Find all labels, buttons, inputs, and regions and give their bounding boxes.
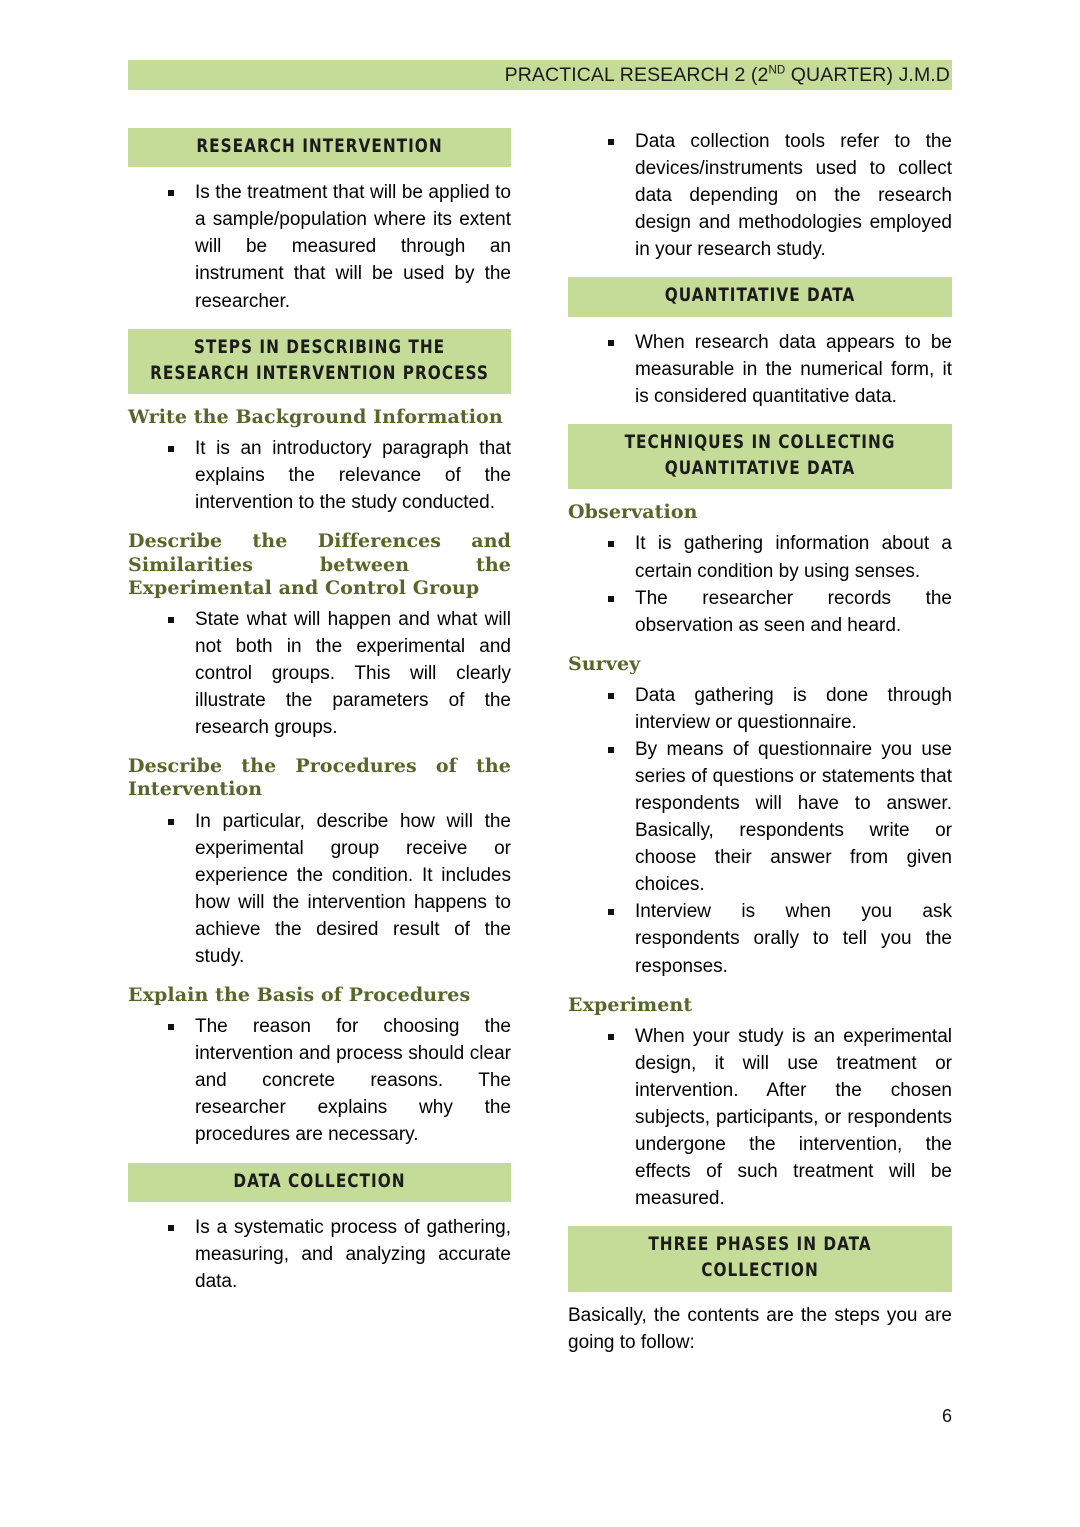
- banner-data-collection: [128, 1163, 511, 1202]
- list-item: [128, 435, 511, 516]
- square-bullet-icon: [608, 340, 614, 346]
- list-item-text: By means of questionnaire you use series of questions or statements that respondents will have to answer. Basically, respondents write or choose their answer from given choices.: [635, 739, 952, 896]
- list-item: [128, 1013, 511, 1148]
- header-title-suffix: QUARTER) J.M.D: [785, 63, 950, 86]
- list-item-text: Interview is when you ask respondents orally to tell you the responses.: [635, 901, 952, 977]
- list-item-text: It is an introductory paragraph that explains the relevance of the intervention to the study conducted.: [195, 438, 511, 514]
- list-item: [128, 179, 511, 314]
- list-describe-procedures: [128, 808, 511, 970]
- square-bullet-icon: [608, 693, 614, 699]
- subheading-survey: Survey: [568, 652, 641, 675]
- paragraph-three-phases-intro: Basically, the contents are the steps you are going to follow:: [568, 1304, 952, 1353]
- square-bullet-icon: [608, 596, 614, 602]
- banner-research-intervention-label: RESEARCH INTERVENTION: [143, 128, 495, 167]
- list-explain-basis: [128, 1013, 511, 1148]
- banner-techniques-collecting-label: TECHNIQUES IN COLLECTING QUANTITATIVE DATA: [583, 424, 936, 490]
- list-write-background: [128, 435, 511, 516]
- list-item: [128, 1214, 511, 1295]
- list-item-text: The researcher records the observation as seen and heard.: [635, 587, 952, 636]
- list-item: [568, 682, 952, 736]
- list-item-text: Data collection tools refer to the devices/instruments used to collect data depending on the research design and methodologies employed in your research study.: [635, 131, 952, 261]
- list-item-text: The reason for choosing the intervention and process should clear and concrete reasons. The researcher explains why the procedures are necessary.: [195, 1016, 511, 1146]
- left-column: [128, 128, 511, 1309]
- list-item: [568, 530, 952, 584]
- page-header-banner: [128, 60, 952, 90]
- banner-research-intervention: [128, 128, 511, 167]
- page-header-title: [505, 64, 952, 87]
- list-item-text: In particular, describe how will the experimental group receive or experience the condition. It includes how will the intervention happens to achieve the desired result of the study.: [195, 810, 511, 967]
- list-item: [128, 808, 511, 970]
- square-bullet-icon: [608, 909, 614, 915]
- square-bullet-icon: [168, 819, 174, 825]
- list-item-text: Is a systematic process of gathering, measuring, and analyzing accurate data.: [195, 1216, 511, 1292]
- list-item-text: When research data appears to be measurable in the numerical form, it is considered quantitative data.: [635, 331, 952, 407]
- square-bullet-icon: [608, 139, 614, 145]
- banner-techniques-collecting: [568, 424, 952, 490]
- list-item-text: Is the treatment that will be applied to a sample/population where its extent will be measured through an instrument that will be used by the researcher.: [195, 182, 511, 312]
- list-item: [568, 329, 952, 410]
- subheading-observation: Observation: [568, 501, 698, 524]
- list-item-text: State what will happen and what will not both in the experimental and control groups. This will clearly illustrate the parameters of the research groups.: [195, 608, 511, 739]
- square-bullet-icon: [168, 1225, 174, 1231]
- square-bullet-icon: [168, 617, 174, 623]
- subheading-explain-basis: Explain the Basis of Procedures: [128, 984, 471, 1007]
- list-item: [568, 585, 952, 639]
- banner-steps-in-describing-label: STEPS IN DESCRIBING THE RESEARCH INTERVENTION PROCESS: [143, 329, 495, 395]
- list-item: [568, 898, 952, 979]
- square-bullet-icon: [168, 446, 174, 452]
- subheading-describe-differences: Describe the Differences and Similarities between the Experimental and Control Group: [128, 530, 511, 599]
- list-item: [128, 606, 511, 741]
- subheading-write-background: Write the Background Information: [128, 406, 503, 429]
- list-data-collection-tools: [568, 128, 952, 263]
- square-bullet-icon: [608, 1034, 614, 1040]
- list-item-text: Data gathering is done through interview or questionnaire.: [635, 684, 952, 733]
- banner-quantitative-data-label: QUANTITATIVE DATA: [583, 277, 936, 316]
- list-survey: [568, 682, 952, 980]
- header-title-superscript: ND: [768, 64, 786, 76]
- list-item: [568, 1023, 952, 1212]
- list-experiment: [568, 1023, 952, 1212]
- banner-three-phases: [568, 1226, 952, 1292]
- banner-data-collection-label: DATA COLLECTION: [143, 1163, 495, 1202]
- header-title-prefix: PRACTICAL RESEARCH 2 (2: [504, 63, 769, 86]
- square-bullet-icon: [168, 1024, 174, 1030]
- list-item-text: It is gathering information about a certain condition by using senses.: [635, 533, 952, 582]
- list-describe-differences: [128, 606, 511, 741]
- banner-quantitative-data: [568, 277, 952, 316]
- list-data-collection: [128, 1214, 511, 1295]
- list-quantitative-data: [568, 329, 952, 410]
- list-item-text: When your study is an experimental design, it will use treatment or intervention. After the chosen subjects, participants, or respondents undergone the intervention, the effects of such treatment will be measured.: [635, 1025, 952, 1210]
- square-bullet-icon: [608, 541, 614, 547]
- list-research-intervention: [128, 179, 511, 314]
- banner-three-phases-label: THREE PHASES IN DATA COLLECTION: [583, 1226, 936, 1292]
- list-observation: [568, 530, 952, 638]
- subheading-describe-procedures: Describe the Procedures of the Intervention: [128, 755, 511, 801]
- right-column: [568, 128, 952, 1366]
- banner-steps-in-describing: [128, 329, 511, 395]
- list-item: [568, 736, 952, 898]
- page-number: 6: [941, 1406, 952, 1426]
- list-item: [568, 128, 952, 263]
- subheading-experiment: Experiment: [568, 993, 693, 1016]
- square-bullet-icon: [608, 747, 614, 753]
- square-bullet-icon: [168, 190, 174, 196]
